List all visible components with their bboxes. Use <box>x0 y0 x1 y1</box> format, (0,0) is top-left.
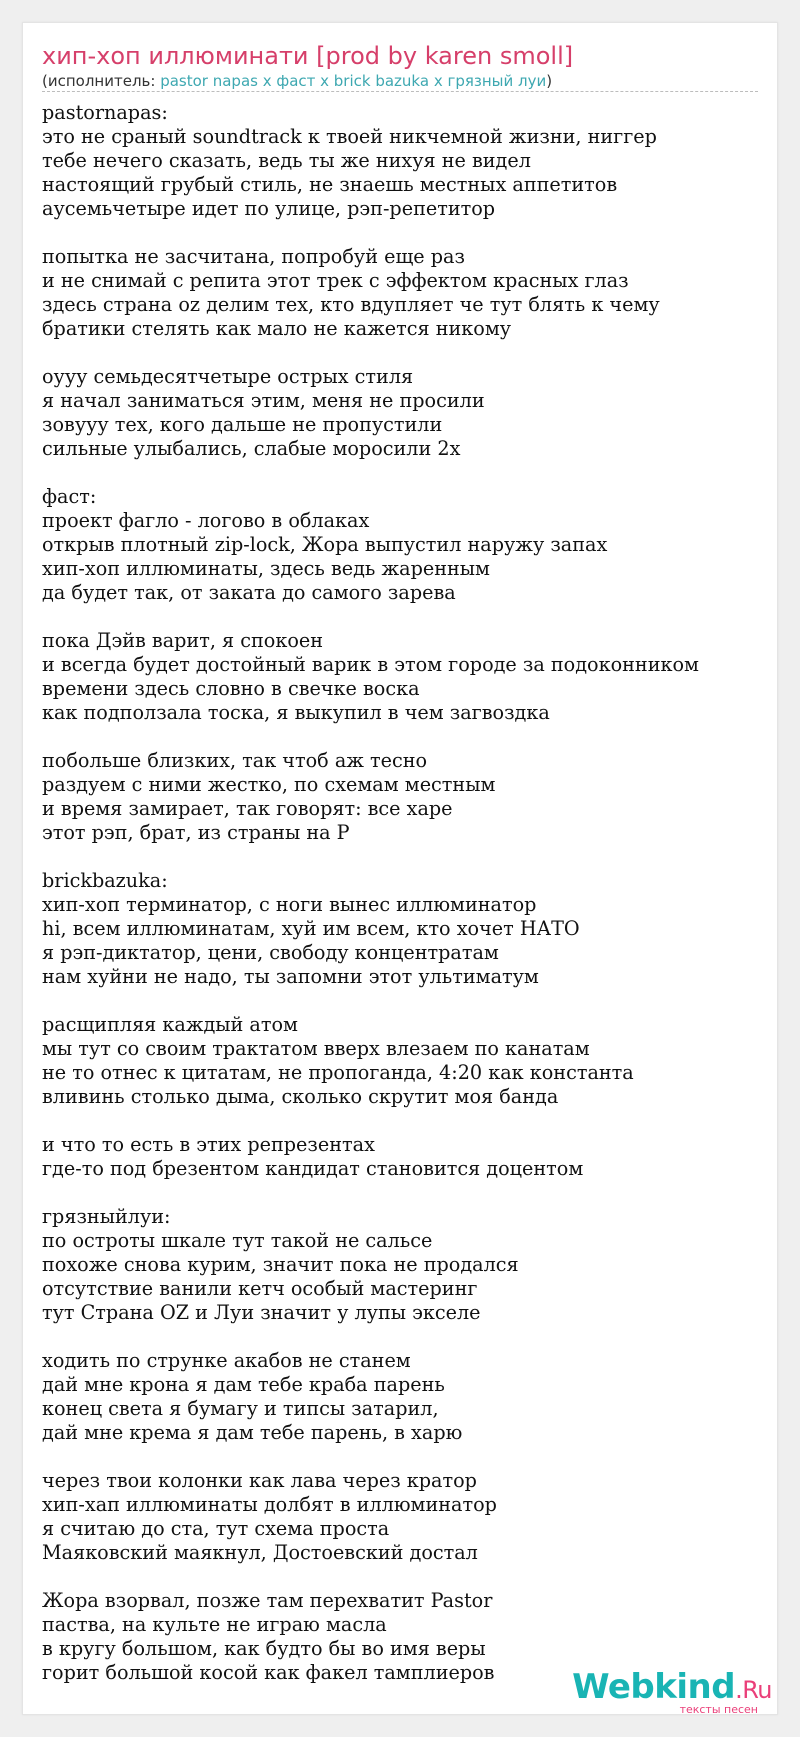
lyric-line: этот рэп, брат, из страны на Р <box>42 821 350 844</box>
lyric-line: вливинь столько дыма, сколько скрутит моя банда <box>42 1085 559 1108</box>
stanza-gap <box>42 1181 772 1205</box>
stanza-gap <box>42 461 772 485</box>
lyric-line: здесь страна oz делим тех, кто вдупляет че тут блять к чему <box>42 293 660 316</box>
stanza-gap <box>42 845 772 869</box>
logo-wordmark <box>572 1667 772 1707</box>
lyric-line: братики стелять как мало не кажется никому <box>42 317 512 340</box>
lyric-line: да будет так, от заката до самого зарева <box>42 581 456 604</box>
lyric-line: это не сраный soundtrack к твоей никчемной жизни, ниггер <box>42 125 657 148</box>
lyric-line: через твои колонки как лава через кратор <box>42 1469 477 1492</box>
header-divider <box>42 91 758 92</box>
lyric-line: дай мне крона я дам тебе краба парень <box>42 1373 445 1396</box>
lyric-line: ходить по струнке акабов не станем <box>42 1349 411 1372</box>
lyric-line: попытка не засчитана, попробуй еще раз <box>42 245 465 268</box>
lyric-line: нам хуйни не надо, ты запомни этот ультиматум <box>42 965 539 988</box>
artists-link[interactable]: pastor napas x фаст x brick bazuka x грязный луи <box>160 72 547 90</box>
artists-suffix: ) <box>546 72 553 90</box>
lyric-line: Маяковский маякнул, Достоевский достал <box>42 1541 478 1564</box>
logo-main-text: Webkind <box>572 1667 736 1707</box>
webkind-logo[interactable] <box>572 1667 772 1716</box>
logo-subtitle: тексты песен <box>679 1703 758 1716</box>
lyric-line: я начал заниматься этим, меня не просили <box>42 389 485 412</box>
lyric-line: горит большой косой как факел тамплиеров <box>42 1661 495 1684</box>
lyric-line: проект фагло - логово в облаках <box>42 509 370 532</box>
lyric-line: где-то под брезентом кандидат становится доцентом <box>42 1157 584 1180</box>
lyric-line: и время замирает, так говорят: все харе <box>42 797 453 820</box>
lyric-line: в кругу большом, как будто бы во имя веры <box>42 1637 486 1660</box>
song-title: хип-хоп иллюминати [prod by karen smoll] <box>42 42 574 70</box>
stanza-gap <box>42 1109 772 1133</box>
lyric-line: я рэп-диктатор, цени, свободу концентратам <box>42 941 499 964</box>
stanza-gap <box>42 989 772 1013</box>
lyric-line: пока Дэйв варит, я спокоен <box>42 629 324 652</box>
lyric-line: зовууу тех, кого дальше не пропустили <box>42 413 443 436</box>
stanza-gap <box>42 221 772 245</box>
lyric-line: конец света я бумагу и типсы затарил, <box>42 1397 439 1420</box>
lyric-line: дай мне крема я дам тебе парень, в харю <box>42 1421 463 1444</box>
lyric-line: отсутствие ванили кетч особый мастеринг <box>42 1277 478 1300</box>
lyrics-text <box>42 101 772 1685</box>
lyric-line: хип-хоп иллюминаты, здесь ведь жаренным <box>42 557 490 580</box>
artists-line <box>42 71 552 91</box>
lyric-line: как подползала тоска, я выкупил в чем загвоздка <box>42 701 550 724</box>
lyric-line: тут Страна OZ и Луи значит у лупы экселе <box>42 1301 481 1324</box>
lyric-line: тебе нечего сказать, ведь ты же нихуя не видел <box>42 149 531 172</box>
lyric-line: и всегда будет достойный варик в этом городе за подоконником <box>42 653 699 676</box>
lyric-line: грязныйлуи: <box>42 1205 171 1228</box>
lyric-line: hi, всем иллюминатам, хуй им всем, кто хочет НАТО <box>42 917 580 940</box>
lyric-line: расщипляя каждый атом <box>42 1013 298 1036</box>
stanza-gap <box>42 605 772 629</box>
stanza-gap <box>42 725 772 749</box>
lyric-line: я считаю до ста, тут схема проста <box>42 1517 390 1540</box>
lyric-line: открыв плотный zip-lock, Жора выпустил наружу запах <box>42 533 608 556</box>
lyric-line: и что то есть в этих репрезентах <box>42 1133 375 1156</box>
lyric-line: не то отнес к цитатам, не пропоганда, 4:20 как константа <box>42 1061 634 1084</box>
lyric-line: паства, на культе не играю масла <box>42 1613 387 1636</box>
lyric-line: Жора взорвал, позже там перехватит Pastor <box>42 1589 493 1612</box>
lyric-line: настоящий грубый стиль, не знаешь местных аппетитов <box>42 173 618 196</box>
lyric-line: побольше близких, так чтоб аж тесно <box>42 749 428 772</box>
stanza-gap <box>42 341 772 365</box>
lyric-line: раздуем с ними жестко, по схемам местным <box>42 773 496 796</box>
lyric-line: времени здесь словно в свечке воска <box>42 677 420 700</box>
lyric-line: оууу семьдесятчетыре острых стиля <box>42 365 414 388</box>
lyric-line: хип-хоп терминатор, с ноги вынес иллюминатор <box>42 893 537 916</box>
stanza-gap <box>42 1565 772 1589</box>
lyric-line: сильные улыбались, слабые моросили 2x <box>42 437 461 460</box>
lyric-line: похоже снова курим, значит пока не продался <box>42 1253 519 1276</box>
logo-ru-text: .Ru <box>735 1676 772 1704</box>
lyric-line: brickbazuka: <box>42 869 168 892</box>
lyric-line: pastornapas: <box>42 101 168 124</box>
lyric-line: по остроты шкале тут такой не сальсе <box>42 1229 433 1252</box>
lyric-line: и не снимай с репита этот трек с эффектом красных глаз <box>42 269 629 292</box>
lyric-line: мы тут со своим трактатом вверх влезаем по канатам <box>42 1037 590 1060</box>
stanza-gap <box>42 1325 772 1349</box>
lyric-line: аусемьчетыре идет по улице, рэп-репетитор <box>42 197 496 220</box>
artists-prefix: (исполнитель: <box>42 72 161 90</box>
stanza-gap <box>42 1445 772 1469</box>
lyric-line: фаст: <box>42 485 97 508</box>
lyric-line: хип-хап иллюминаты долбят в иллюминатор <box>42 1493 497 1516</box>
